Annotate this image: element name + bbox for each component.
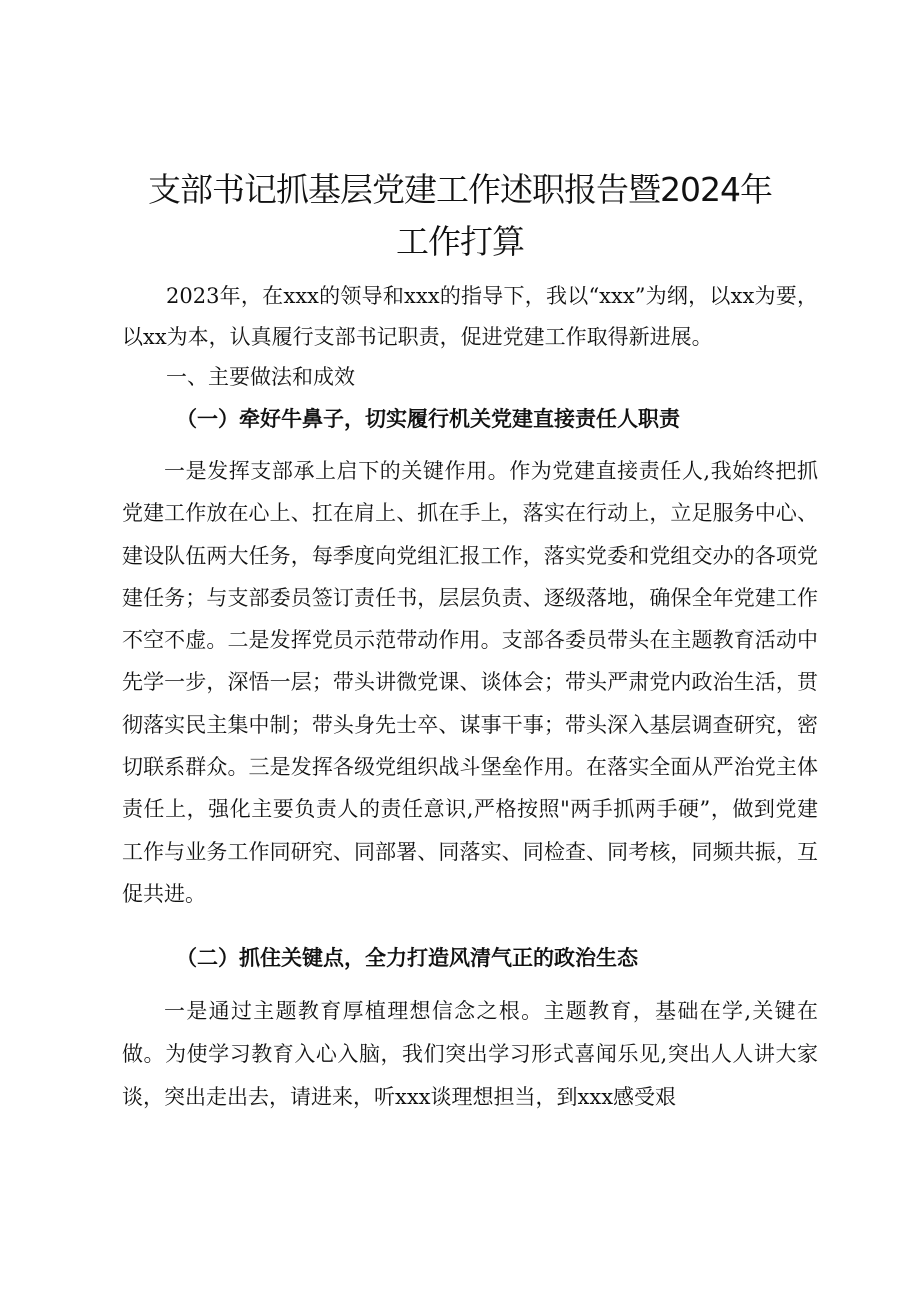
intro-paragraph: 2023年，在xxx的领导和xxx的指导下，我以“xxx”为纲，以xx为要，以xx为本，认真履行支部书记职责，促进党建工作取得新进展。 bbox=[122, 284, 818, 349]
subsection-heading-1: （一）牵好牛鼻子，切实履行机关党建直接责任人职责 bbox=[176, 406, 680, 431]
section-heading-main-practices: 一、主要做法和成效 bbox=[166, 365, 355, 389]
subsection-2-paragraph: 一是通过主题教育厚植理想信念之根。主题教育，基础在学,关键在做。为使学习教育入心入脑，我们突出学习形式喜闻乐见,突出人人讲大家谈，突出走出去，请进来，听xxx谈理想担当，到xxx感受艰 bbox=[122, 999, 818, 1109]
document-title-line-1: 支部书记抓基层党建工作述职报告暨2024年 bbox=[148, 170, 772, 209]
subsection-heading-2: （二）抓住关键点，全力打造风清气正的政治生态 bbox=[176, 945, 638, 970]
subsection-1-paragraph: 一是发挥支部承上启下的关键作用。作为党建直接责任人,我始终把抓党建工作放在心上、扛在肩上、抓在手上，落实在行动上，立足服务中心、建设队伍两大任务，每季度向党组汇报工作，落实党委和党组交办的各项党建任务；与支部委员签订责任书，层层负责、逐级落地，确保全年党建工作不空不虚。二是发挥党员示范带动作用。支部各委员带头在主题教育活动中先学一步，深悟一层；带头讲微党课、谈体会；带头严肃党内政治生活，贯彻落实民主集中制；带头身先士卒、谋事干事；带头深入基层调查研究，密切联系群众。三是发挥各级党组织战斗堡垒作用。在落实全面从严治党主体责任上，强化主要负责人的责任意识,严格按照"两手抓两手硬”，做到党建工作与业务工作同研究、同部署、同落实、同检查、同考核，同频共振，互促共进。 bbox=[122, 459, 818, 906]
document-title-line-2: 工作打算 bbox=[396, 222, 524, 261]
